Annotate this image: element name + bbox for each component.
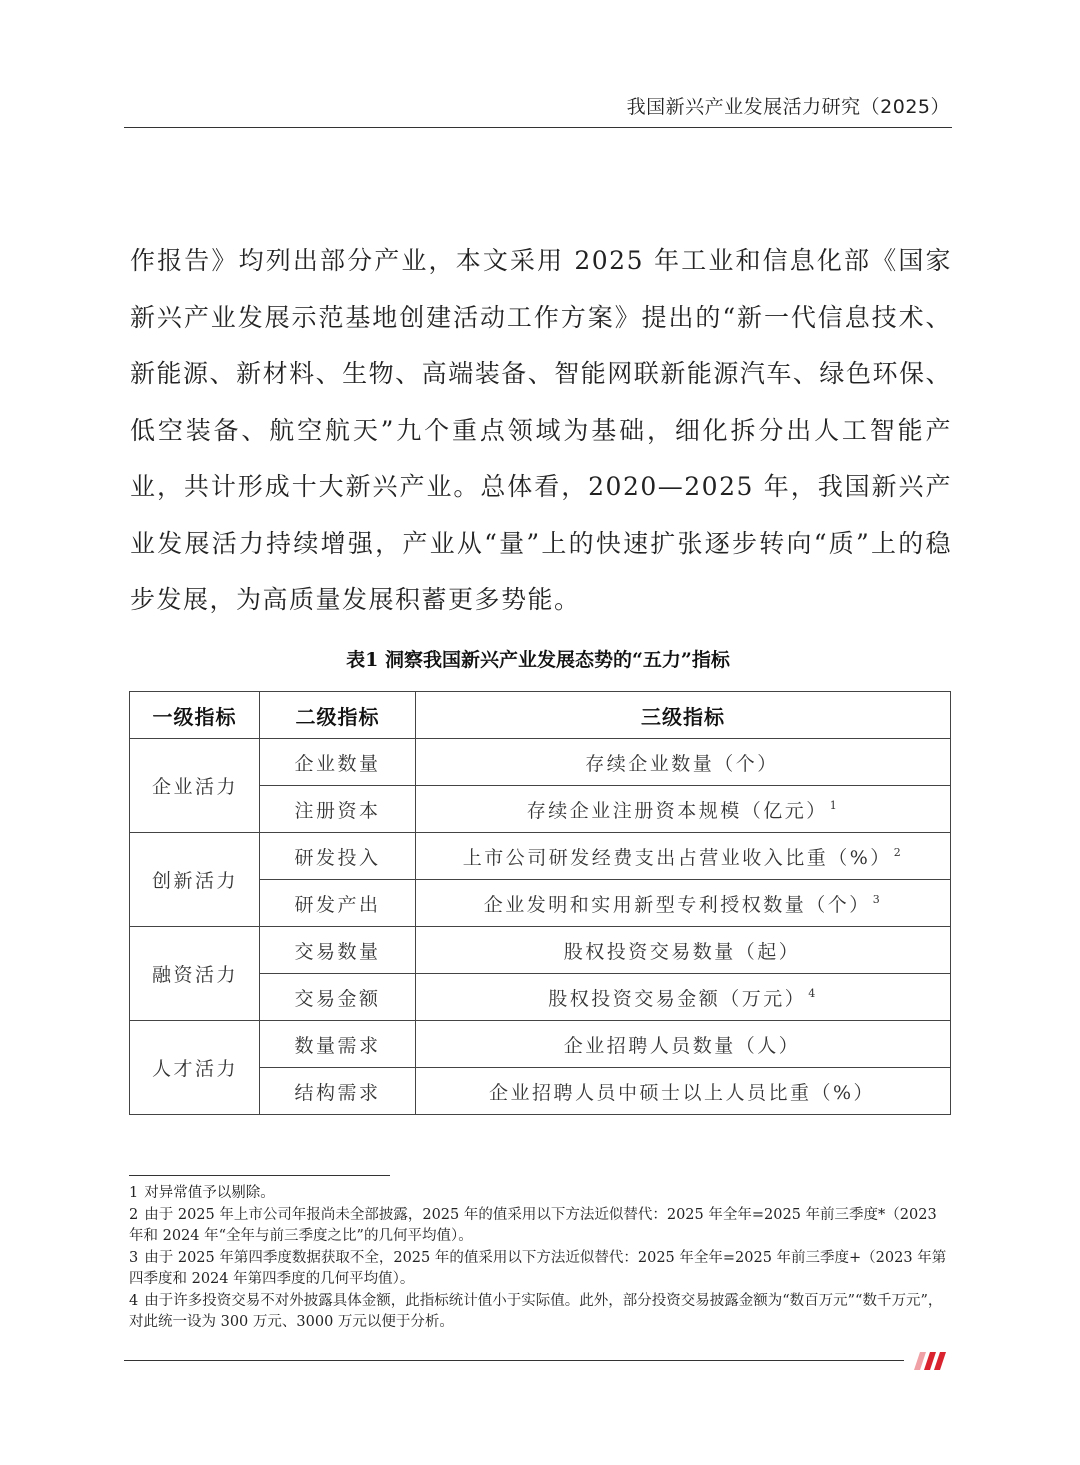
footnote-ref: 4: [808, 986, 818, 1000]
table-row: [130, 927, 951, 974]
level3-cell: 企业招聘人员中硕士以上人员比重（%）: [416, 1068, 951, 1115]
level2-cell: 交易金额: [260, 974, 416, 1021]
level2-cell: 交易数量: [260, 927, 416, 974]
footer-divider: [124, 1360, 904, 1361]
level3-cell: 企业发明和实用新型专利授权数量（个） $^3$: [416, 880, 951, 927]
header-level1: 一级指标: [130, 692, 260, 739]
running-header-title: 我国新兴产业发展活力研究（2025）: [626, 96, 950, 118]
level2-cell: 研发产出: [260, 880, 416, 927]
level3-cell: 存续企业数量（个）: [416, 739, 951, 786]
header-divider: [124, 127, 952, 128]
level1-cell: 企业活力: [130, 739, 260, 833]
stripe-light: [914, 1352, 926, 1370]
level1-cell: 创新活力: [130, 833, 260, 927]
indicator-table: [129, 691, 951, 1115]
level2-cell: 研发投入: [260, 833, 416, 880]
footnotes: [129, 1183, 953, 1334]
level3-cell: 股权投资交易数量（起）: [416, 927, 951, 974]
footnote: 1 对异常值予以剔除。: [129, 1185, 275, 1201]
footnote-ref: 3: [872, 892, 883, 906]
brand-stripes-icon: [912, 1350, 952, 1372]
body-paragraph: 作报告》均列出部分产业，本文采用 2025 年工业和信息化部《国家新兴产业发展示范基地创建活动工作方案》提出的“新一代信息技术、新能源、新材料、生物、高端装备、智能网联新能源汽车、绿色环保、低空装备、航空航天”九个重点领域为基础，细化拆分出人工智能产业，共计形成十大新兴产业。总体看，2020—2025 年，我国新兴产业发展活力持续增强，产业从“量”上的快速扩张逐步转向“质”上的稳步发展，为高质量发展积蓄更多势能。: [130, 246, 952, 614]
footnote: 2 由于 2025 年上市公司年报尚未全部披露，2025 年的值采用以下方法近似替代：2025 年全年=2025 年前三季度*（2023 年和 2024 年“全年与前三季度之比”的几何平均值）。: [129, 1206, 937, 1244]
level3-cell: 股权投资交易金额（万元） $^4$: [416, 974, 951, 1021]
table-row: [130, 739, 951, 786]
table-row: [130, 833, 951, 880]
level2-cell: 注册资本: [260, 786, 416, 833]
footnote-ref: 2: [893, 845, 904, 859]
level2-cell: 数量需求: [260, 1021, 416, 1068]
level1-cell: 人才活力: [130, 1021, 260, 1115]
header-level2: 二级指标: [260, 692, 416, 739]
level1-cell: 融资活力: [130, 927, 260, 1021]
footnote: 3 由于 2025 年第四季度数据获取不全，2025 年的值采用以下方法近似替代：2025 年全年=2025 年前三季度+（2023 年第四季度和 2024 年第四季度的几何平均值）。: [129, 1249, 947, 1287]
table-row: [130, 1021, 951, 1068]
footnote: 4 由于许多投资交易不对外披露具体金额，此指标统计值小于实际值。此外，部分投资交易披露金额为“数百万元”“数千万元”，对此统一设为 300 万元、3000 万元以便于分析。: [129, 1292, 943, 1330]
table-caption: 表1 洞察我国新兴产业发展态势的“五力”指标: [346, 649, 730, 671]
level3-cell: 上市公司研发经费支出占营业收入比重（%） $^2$: [416, 833, 951, 880]
footnote-divider: [129, 1175, 390, 1176]
stripe-red-2: [934, 1352, 946, 1370]
level3-cell: 存续企业注册资本规模（亿元） $^1$: [416, 786, 951, 833]
header-level3: 三级指标: [416, 692, 951, 739]
level2-cell: 企业数量: [260, 739, 416, 786]
table-header-row: [130, 692, 951, 739]
level3-cell: 企业招聘人员数量（人）: [416, 1021, 951, 1068]
footnote-ref: 1: [829, 798, 840, 812]
stripe-red-1: [924, 1352, 936, 1370]
level2-cell: 结构需求: [260, 1068, 416, 1115]
